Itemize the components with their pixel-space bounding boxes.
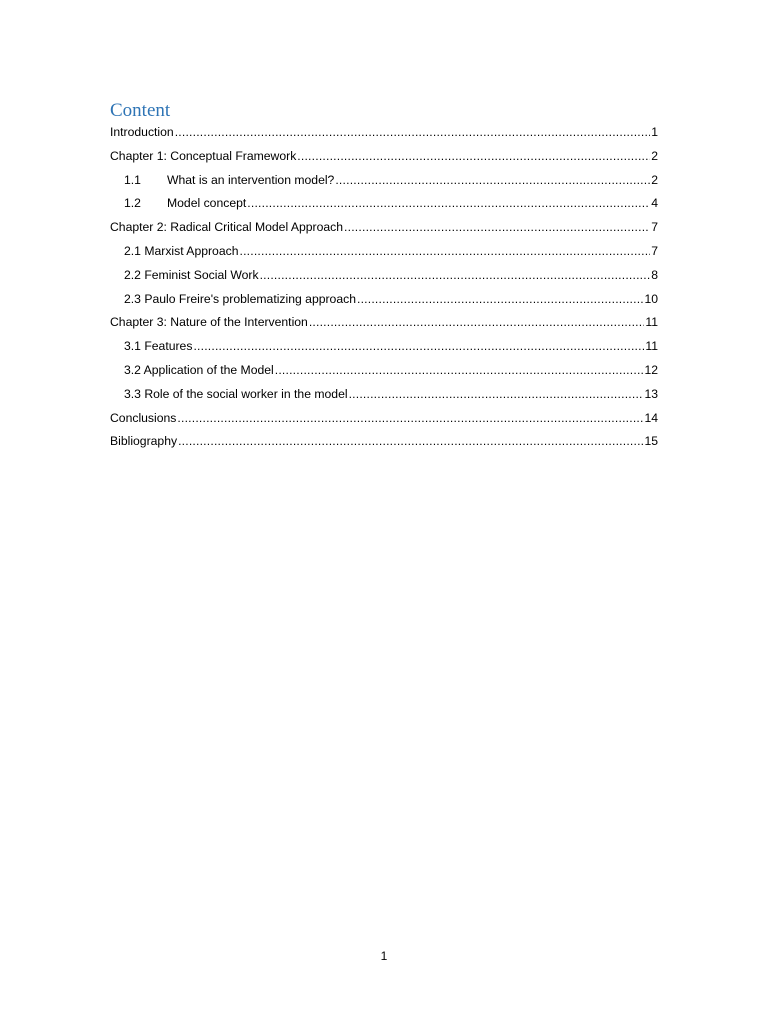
toc-entry-title: 3.1 Features: [124, 339, 193, 354]
toc-entry-number: 1.2: [124, 196, 141, 211]
toc-entry-page: 13: [644, 386, 658, 401]
toc-entry[interactable]: [110, 311, 658, 335]
toc-entry-page: 12: [644, 362, 658, 377]
toc-dot-leader: [297, 145, 650, 169]
toc-dot-leader: [178, 430, 643, 454]
toc-dot-leader: [239, 240, 650, 264]
toc-dot-leader: [175, 121, 651, 145]
toc-heading: Content: [110, 100, 171, 121]
toc-dot-leader: [344, 216, 650, 240]
toc-entry[interactable]: [110, 407, 658, 431]
toc-entry-title: 2.1 Marxist Approach: [124, 243, 239, 258]
toc-entry-page: 8: [651, 267, 658, 282]
toc-entry-title: Chapter 3: Nature of the Intervention: [110, 315, 308, 330]
toc-entry-page: 4: [651, 196, 658, 211]
toc-entry-page: 7: [651, 220, 658, 235]
toc-entry[interactable]: [110, 240, 658, 264]
toc-entry-title: 2.3 Paulo Freire's problematizing approach: [124, 291, 356, 306]
toc-dot-leader: [177, 407, 643, 431]
toc-entry-title: Model concept: [167, 196, 247, 211]
page-number: 1: [380, 949, 388, 963]
toc-dot-leader: [335, 169, 650, 193]
toc-entry-title: 3.3 Role of the social worker in the model: [124, 386, 348, 401]
toc-entry[interactable]: [110, 145, 658, 169]
toc-entry-page: 14: [644, 410, 658, 425]
table-of-contents: [110, 121, 658, 454]
toc-entry-page: 1: [651, 125, 658, 139]
toc-entry-title: Introduction: [110, 125, 174, 139]
toc-entry[interactable]: [110, 359, 658, 383]
toc-entry-title: What is an intervention model?: [167, 172, 335, 187]
toc-entry-page: 15: [644, 434, 658, 449]
toc-entry-number: 1.1: [124, 172, 141, 187]
toc-entry-page: 10: [644, 291, 658, 306]
toc-dot-leader: [309, 311, 645, 335]
toc-dot-leader: [357, 288, 643, 312]
toc-dot-leader: [260, 264, 651, 288]
toc-entry[interactable]: [110, 335, 658, 359]
toc-entry-page: 11: [645, 339, 658, 354]
toc-entry-page: 2: [651, 172, 658, 187]
toc-entry[interactable]: [110, 430, 658, 454]
toc-dot-leader: [193, 335, 644, 359]
toc-entry-page: 2: [651, 148, 658, 163]
toc-entry-title: Chapter 2: Radical Critical Model Approach: [110, 220, 344, 235]
toc-entry[interactable]: [110, 169, 658, 193]
toc-entry-title: Chapter 1: Conceptual Framework: [110, 148, 297, 163]
toc-dot-leader: [275, 359, 644, 383]
toc-dot-leader: [349, 383, 644, 407]
toc-entry[interactable]: [110, 383, 658, 407]
toc-dot-leader: [247, 192, 650, 216]
toc-entry[interactable]: [110, 264, 658, 288]
toc-entry[interactable]: [110, 216, 658, 240]
toc-entry-title: 2.2 Feminist Social Work: [124, 267, 259, 282]
toc-entry-title: Bibliography: [110, 434, 178, 449]
toc-entry[interactable]: [110, 192, 658, 216]
toc-entry-page: 7: [651, 243, 658, 258]
toc-entry[interactable]: [110, 121, 658, 145]
toc-entry-page: 11: [645, 315, 658, 330]
toc-entry-title: Conclusions: [110, 410, 177, 425]
toc-entry-title: 3.2 Application of the Model: [124, 362, 274, 377]
toc-entry[interactable]: [110, 288, 658, 312]
